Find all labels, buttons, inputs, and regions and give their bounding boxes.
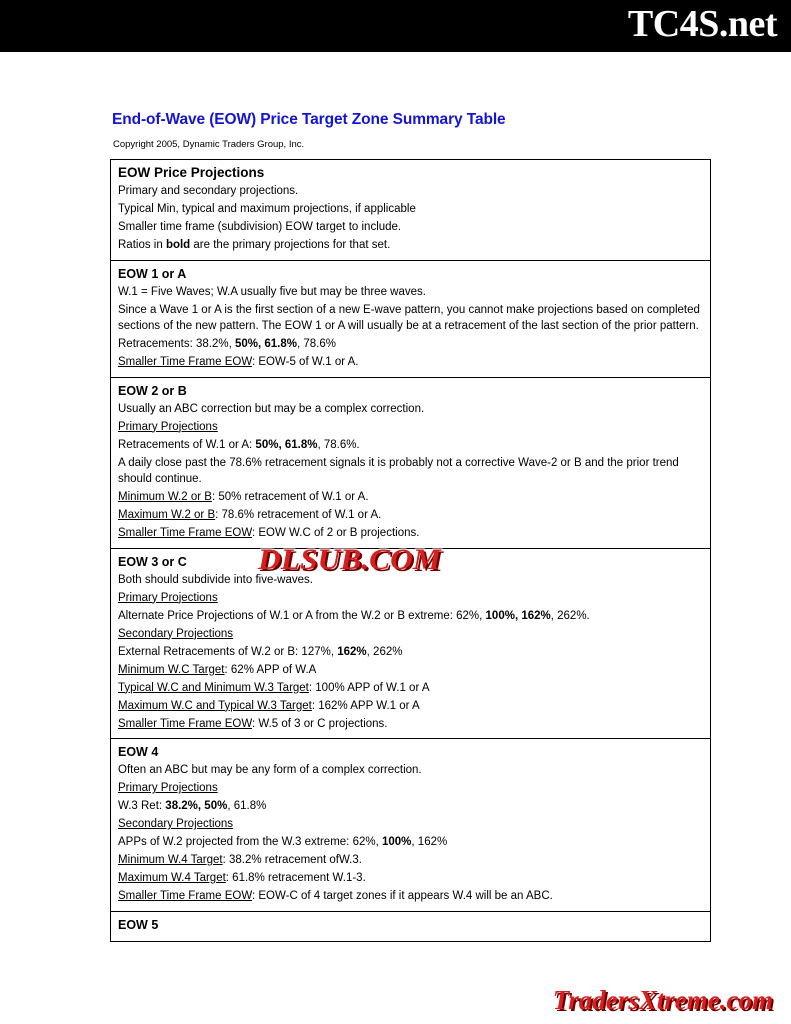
text-part: , 262%	[366, 645, 403, 658]
section-subheading: Secondary Projections	[118, 818, 234, 830]
section-subheading: Primary Projections	[118, 591, 218, 604]
text-underline: Maximum W.2 or B	[118, 509, 216, 521]
site-logo-text: TC4S.net	[627, 3, 777, 45]
text-part: : 100% APP of W.1 or A	[308, 681, 430, 694]
section-line	[118, 237, 703, 254]
text-part: : EOW-C of 4 target zones if it appears W.4 will be an ABC.	[251, 890, 553, 902]
text-part: : 62% APP of W.A	[224, 663, 317, 676]
text-underline: Smaller Time Frame EOW	[118, 890, 252, 902]
text-bold: bold	[165, 239, 191, 251]
section-line: W.1 = Five Waves; W.A usually five but may be three waves.	[118, 285, 426, 298]
section-subheading: Secondary Projections	[118, 627, 234, 640]
text-part: : W.5 of 3 or C projections.	[251, 717, 388, 730]
section-line: Smaller time frame (subdivision) EOW target to include.	[118, 221, 402, 233]
section-line	[118, 870, 703, 887]
table-row	[111, 739, 710, 912]
section-line	[118, 698, 703, 715]
section-line	[118, 834, 703, 851]
section-line	[118, 336, 703, 353]
text-underline: Minimum W.C Target	[118, 663, 225, 676]
section-line	[118, 608, 703, 625]
section-line: Both should subdivide into five-waves.	[118, 573, 313, 586]
page-title: End-of-Wave (EOW) Price Target Zone Summary Table	[112, 111, 506, 128]
section-subheading: Primary Projections	[118, 782, 218, 794]
text-bold: 162%	[337, 645, 367, 658]
table-row	[111, 378, 710, 549]
text-underline: Smaller Time Frame EOW	[118, 527, 252, 539]
section-heading: EOW 1 or A	[118, 266, 187, 281]
text-part: : EOW W.C of 2 or B projections.	[251, 527, 420, 539]
section-line	[118, 437, 703, 454]
section-line: Often an ABC but may be any form of a complex correction.	[118, 764, 422, 776]
watermark: DLSUB.COM	[258, 543, 441, 576]
section-line	[118, 798, 703, 815]
section-heading: EOW 3 or C	[118, 554, 187, 569]
table-row	[111, 912, 710, 941]
text-bold: 100%	[381, 836, 412, 848]
top-banner	[0, 0, 791, 52]
section-heading: EOW 2 or B	[118, 383, 187, 398]
section-line: Usually an ABC correction but may be a complex correction.	[118, 402, 425, 415]
section-line	[118, 680, 703, 697]
section-line	[118, 507, 703, 524]
text-part: : EOW-5 of W.1 or A.	[251, 356, 359, 368]
section-subheading: Primary Projections	[118, 420, 218, 433]
text-underline: Typical W.C and Minimum W.3 Target	[118, 681, 309, 694]
text-part: APPs of W.2 projected from the W.3 extreme: 62%,	[118, 836, 382, 848]
text-part: Retracements of W.1 or A:	[118, 438, 256, 451]
section-line	[118, 716, 703, 733]
text-part: : 78.6% retracement of W.1 or A.	[215, 509, 382, 521]
section-line	[118, 888, 703, 905]
copyright-notice: Copyright 2005, Dynamic Traders Group, Inc.	[113, 139, 305, 150]
section-line	[118, 644, 703, 661]
text-part: W.3 Ret:	[118, 800, 166, 812]
section-line	[118, 852, 703, 869]
table-row	[111, 261, 710, 378]
footer-brand: TradersXtreme.com	[552, 985, 773, 1015]
text-part: : 162% APP W.1 or A	[311, 699, 420, 712]
text-part: : 38.2% retracement ofW.3.	[222, 854, 362, 866]
section-line	[118, 662, 703, 679]
text-part: External Retracements of W.2 or B: 127%,	[118, 645, 338, 658]
text-part: : 61.8% retracement W.1-3.	[225, 872, 366, 884]
table-row	[111, 160, 710, 261]
section-line	[118, 354, 703, 371]
text-part: Alternate Price Projections of W.1 or A from the W.2 or B extreme: 62%,	[118, 609, 486, 622]
text-part: , 262%.	[550, 609, 590, 622]
text-part: Retracements: 38.2%,	[118, 338, 235, 350]
section-heading: EOW 4	[118, 745, 159, 759]
text-part: , 162%	[411, 836, 448, 848]
text-part: are the primary projections for that set.	[190, 239, 391, 251]
section-heading: EOW Price Projections	[118, 165, 265, 180]
text-part: , 78.6%.	[317, 438, 360, 451]
text-underline: Smaller Time Frame EOW	[118, 717, 252, 730]
text-bold: 100%, 162%	[485, 609, 551, 622]
text-underline: Maximum W.C and Typical W.3 Target	[118, 699, 312, 712]
section-heading: EOW 5	[118, 917, 159, 932]
table-row	[111, 549, 710, 740]
text-bold: 50%, 61.8%	[234, 338, 297, 350]
section-line: A daily close past the 78.6% retracement signals it is probably not a corrective Wave-2 or B and the prior trend should continue.	[118, 456, 679, 485]
text-bold: 50%, 61.8%	[255, 438, 318, 451]
text-part: : 50% retracement of W.1 or A.	[211, 491, 369, 503]
section-line	[118, 489, 703, 506]
text-part: Ratios in	[118, 239, 166, 251]
section-line: Since a Wave 1 or A is the first section of a new E-wave pattern, you cannot make projections based on completed sections of the new pattern. The EOW 1 or A will usually be at a retracement of the last section of the prior pattern.	[118, 303, 700, 332]
text-underline: Smaller Time Frame EOW	[118, 356, 252, 368]
text-underline: Maximum W.4 Target	[118, 872, 226, 884]
text-underline: Minimum W.4 Target	[118, 854, 223, 866]
text-part: , 61.8%	[227, 800, 267, 812]
text-part: , 78.6%	[297, 338, 336, 350]
text-bold: 38.2%, 50%	[165, 800, 228, 812]
section-line: Primary and secondary projections.	[118, 185, 299, 197]
text-underline: Minimum W.2 or B	[118, 491, 212, 503]
section-line	[118, 525, 703, 542]
section-line: Typical Min, typical and maximum projections, if applicable	[118, 203, 416, 215]
